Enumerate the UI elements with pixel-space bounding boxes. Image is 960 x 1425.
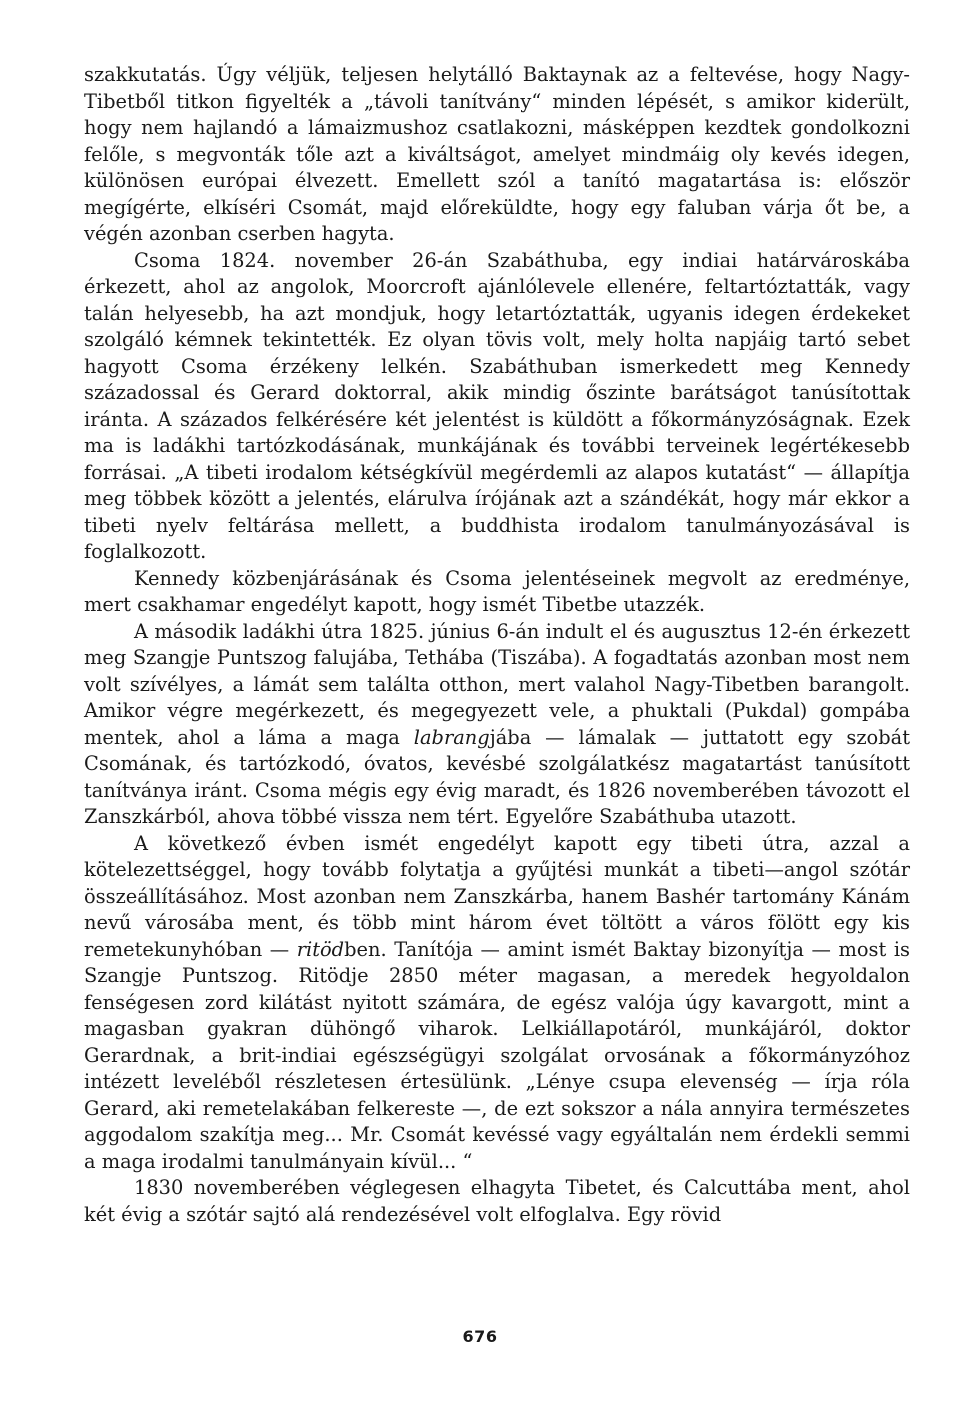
text-run: ben. Tanítója — amint ismét Baktay bizonyítja — most is Szangje Puntszog. Ritödje 2850 méter magasan, a meredek hegyoldalon fenségesen zord kilátást nyitott számára, de egész valója úgy kavargott, mint a magasban gyakran dühöngő viharok. Lelkiállapotáról, munkájáról, doktor Gerardnak, a brit-indiai egészségügyi szolgálat orvosának a főkormányzóhoz intézett leveléből részletesen értesülünk. „Lénye csupa elevenség — írja róla Gerard, aki remetelakában felkereste —, de ezt sokszor a nála annyira természetes aggodalom szakítja meg... Mr. Csomát kevéssé vagy egyáltalán nem érdekli semmi a maga irodalmi tanulmányain kívül... “ (84, 937, 910, 1173)
text-run: A második ladákhi útra 1825. június 6-án indult el és augusztus 12-én érkezett meg Szangje Puntszog falujába, Tethába (Tiszába). A fogadtatás azonban most nem volt szívélyes, a lámát sem találta otthon, mert valahol Nagy-Tibetben barangolt. Amikor végre megérkezett, és megegyezett vele, a phuktali (Pukdal) gompába mentek, ahol a láma a maga (84, 619, 910, 749)
page-number: 676 (462, 1327, 498, 1346)
text-run: A következő évben ismét engedélyt kapott egy tibeti útra, azzal a kötelezettséggel, hogy tovább folytatja a gyűjtési munkát a tibeti—angol szótár összeállításához. Most azonban nem Zanszkárba, hanem Bashér tartomány Kánám nevű városába ment, és több mint három évet töltött a város fölött egy kis remetekunyhóban — (84, 831, 910, 961)
paragraph-5 (84, 831, 910, 1176)
paragraph-4 (84, 619, 910, 831)
text-run: 1830 novemberében véglegesen elhagyta Tibetet, és Calcuttába ment, ahol két évig a szótár sajtó alá rendezésével volt elfoglalva. Egy rövid (84, 1176, 910, 1226)
paragraph-3 (84, 566, 910, 619)
italic-run: labrang (413, 725, 490, 749)
text-run: jába — lámalak — juttatott egy szobát Csomának, és tartózkodó, óvatos, kevésbé szolgálatkész magatartást tanúsított tanítványa iránt. Csoma mégis egy évig maradt, és 1826 novemberében távozott el Zanszkárból, ahova többé vissza nem tért. Egyelőre Szabáthuba utazott. (84, 725, 910, 828)
text-run: szakkutatás. Úgy véljük, teljesen helytálló Baktaynak az a feltevése, hogy Nagy-Tibetből titkon figyelték a „távoli tanítvány“ minden lépését, s amikor kiderült, hogy nem hajlandó a lámaizmushoz csatlakozni, másképpen kezdtek gondolkozni felőle, s megvonták tőle azt a kiváltságot, amelyet mindmáig oly kevés idegen, különösen európai élvezett. Emellett szól a tanító magatartása is: először megígérte, elkíséri Csomát, majd előreküldte, hogy egy faluban várja őt be, a végén azonban cserben hagyta. (84, 63, 910, 245)
text-body (84, 62, 910, 1228)
paragraph-1 (84, 62, 910, 248)
paragraph-2 (84, 248, 910, 566)
text-run: Kennedy közbenjárásának és Csoma jelentéseinek megvolt az eredménye, mert csakhamar engedélyt kapott, hogy ismét Tibetbe utazzék. (84, 566, 910, 616)
italic-run: ritöd (296, 937, 345, 961)
paragraph-6 (84, 1175, 910, 1228)
text-run: Csoma 1824. november 26-án Szabáthuba, egy indiai határvároskába érkezett, ahol az angolok, Moorcroft ajánlólevele ellenére, feltartóztatták, vagy talán helyesebb, ha azt mondjuk, hogy letartóztatták, ugyanis idegen érdekeket szolgáló kémnek tekintették. Ez olyan tövis volt, mely holta napjáig tartó sebet hagyott Csoma érzékeny lelkén. Szabáthuban ismerkedett meg Kennedy századossal és Gerard doktorral, akik mindig őszinte barátságot tanúsítottak iránta. A százados felkérésére két jelentést is küldött a főkormányzóságnak. Ezek ma is ladákhi tartózkodásának, munkájának és további terveinek legértékesebb forrásai. „A tibeti irodalom kétségkívül megérdemli az alapos kutatást“ — állapítja meg többek között a jelentés, elárulva írójának azt a szándékát, hogy már ekkor a tibeti nyelv feltárása mellett, a buddhista irodalom tanulmányozásával is foglalkozott. (84, 248, 910, 563)
